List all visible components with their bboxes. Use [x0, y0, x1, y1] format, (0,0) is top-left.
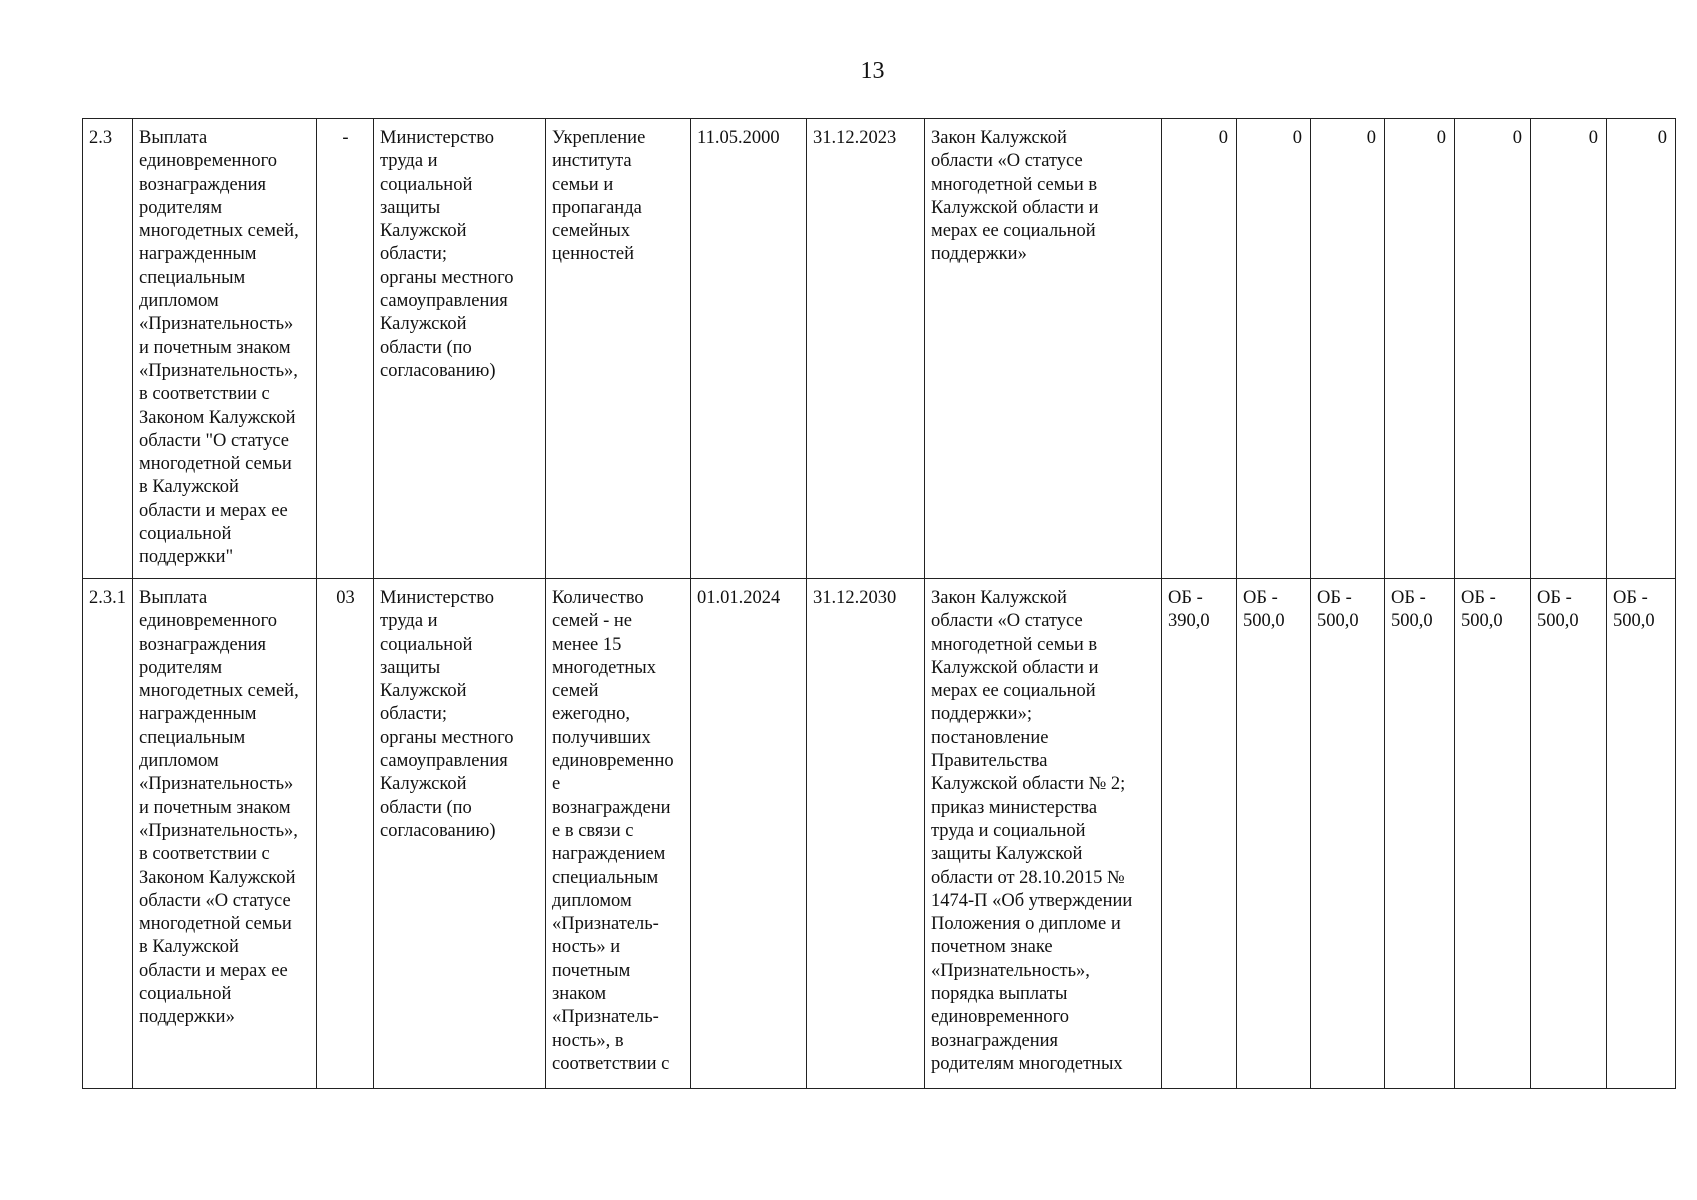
funding-value-cell: ОБ - 390,0 — [1162, 579, 1237, 1089]
funding-value-cell: ОБ - 500,0 — [1237, 579, 1311, 1089]
funding-value-cell: ОБ - 500,0 — [1607, 579, 1676, 1089]
end-date-cell: 31.12.2030 — [807, 579, 925, 1089]
funding-value-cell: ОБ - 500,0 — [1531, 579, 1607, 1089]
start-date-cell: 11.05.2000 — [691, 119, 807, 579]
code-cell: - — [317, 119, 374, 579]
start-date-cell: 01.01.2024 — [691, 579, 807, 1089]
row-id-cell: 2.3 — [83, 119, 133, 579]
result-cell: Укрепление института семьи и пропаганда семейных ценностей — [546, 119, 691, 579]
row-id-cell: 2.3.1 — [83, 579, 133, 1089]
funding-value-cell: 0 — [1531, 119, 1607, 579]
funding-value-cell: 0 — [1311, 119, 1385, 579]
funding-value-cell: 0 — [1237, 119, 1311, 579]
table-row — [83, 119, 1676, 579]
funding-value-cell: ОБ - 500,0 — [1455, 579, 1531, 1089]
legal-basis-cell: Закон Калужской области «О статусе многодетной семьи в Калужской области и мерах ее социальной поддержки»; постановление Правительства Калужской области № 2; приказ министерства труда и социальной защиты Калужской области от 28.10.2015 № 1474-П «Об утверждении Положения о дипломе и почетном знаке «Признательность», порядка выплаты единовременного вознаграждения родителям многодетных — [925, 579, 1162, 1089]
measure-title-cell: Выплата единовременного вознаграждения родителям многодетных семей, награжденным специальным дипломом «Признательность» и почетным знаком «Признательность», в соответствии с Законом Калужской области "О статусе многодетной семьи в Калужской области и мерах ее социальной поддержки" — [133, 119, 317, 579]
funding-value-cell: 0 — [1162, 119, 1237, 579]
funding-value-cell: 0 — [1607, 119, 1676, 579]
executor-cell: Министерство труда и социальной защиты Калужской области; органы местного самоуправления Калужской области (по согласованию) — [374, 579, 546, 1089]
executor-cell: Министерство труда и социальной защиты Калужской области; органы местного самоуправления Калужской области (по согласованию) — [374, 119, 546, 579]
table-row — [83, 579, 1676, 1089]
funding-value-cell: ОБ - 500,0 — [1311, 579, 1385, 1089]
program-table — [82, 118, 1676, 1089]
measure-title-cell: Выплата единовременного вознаграждения родителям многодетных семей, награжденным специальным дипломом «Признательность» и почетным знаком «Признательность», в соответствии с Законом Калужской области «О статусе многодетной семьи в Калужской области и мерах ее социальной поддержки» — [133, 579, 317, 1089]
funding-value-cell: 0 — [1455, 119, 1531, 579]
legal-basis-cell: Закон Калужской области «О статусе многодетной семьи в Калужской области и мерах ее социальной поддержки» — [925, 119, 1162, 579]
result-cell: Количество семей - не менее 15 многодетных семей ежегодно, получивших единовременно е вознаграждени е в связи с награждением специальным дипломом «Признатель- ность» и почетным знаком «Признатель- ность», в соответствии с — [546, 579, 691, 1089]
funding-value-cell: 0 — [1385, 119, 1455, 579]
page-number: 13 — [860, 58, 885, 84]
end-date-cell: 31.12.2023 — [807, 119, 925, 579]
funding-value-cell: ОБ - 500,0 — [1385, 579, 1455, 1089]
code-cell: 03 — [317, 579, 374, 1089]
